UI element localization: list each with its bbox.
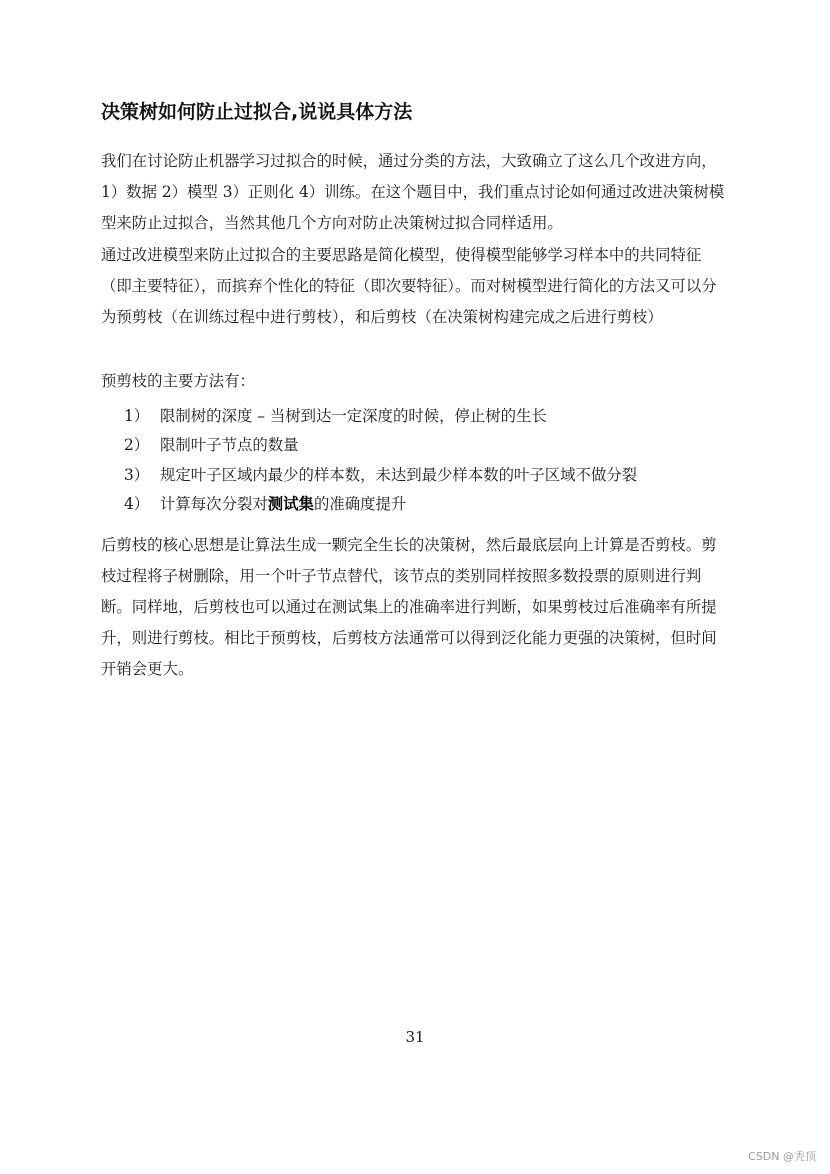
page-number: 31: [405, 1028, 425, 1046]
paragraph-postpruning: 后剪枝的核心思想是让算法生成一颗完全生长的决策树，然后最底层向上计算是否剪枝。剪枝过程将子树删除，用一个叶子节点替代，该节点的类别同样按照多数投票的原则进行判断。同样地，后剪枝也可以通过在测试集上的准确率进行判断，如果剪枝过后准确率有所提升，则进行剪枝。相比于预剪枝，后剪枝方法通常可以得到泛化能力更强的决策树，但时间开销会更大。: [101, 536, 717, 678]
list-item-number: 3）: [124, 465, 150, 484]
list-item-text: 限制叶子节点的数量: [160, 436, 299, 455]
list-item-text: 限制树的深度 – 当树到达一定深度的时候，停止树的生长: [160, 407, 547, 425]
csdn-watermark: CSDN @秃顶: [748, 1150, 816, 1163]
list-item-number: 4）: [124, 495, 150, 514]
paragraph-intro: 我们在讨论防止机器学习过拟合的时候，通过分类的方法，大致确立了这么几个改进方向，1）数据 2）模型 3）正则化 4）训练。在这个题目中，我们重点讨论如何通过改进决策树模型来防止过拟合，当然其他几个方向对防止决策树过拟合同样适用。: [101, 152, 725, 232]
paragraph-prepruning-intro: 预剪枝的主要方法有：: [101, 372, 255, 390]
paragraph-simplification: 通过改进模型来防止过拟合的主要思路是简化模型，使得模型能够学习样本中的共同特征（即主要特征），而摈弃个性化的特征（即次要特征）。而对树模型进行简化的方法又可以分为预剪枝（在训练过程中进行剪枝），和后剪枝（在决策树构建完成之后进行剪枝）: [101, 246, 717, 326]
list-item-number: 2）: [124, 436, 150, 455]
list-item-text-after: 的准确度提升: [313, 495, 407, 514]
section-heading: 决策树如何防止过拟合,说说具体方法: [101, 101, 413, 123]
list-item: [124, 490, 744, 519]
list-item-text-before: 计算每次分裂对: [160, 495, 268, 514]
list-item: [124, 461, 744, 490]
list-item-emphasis: 测试集: [267, 495, 314, 514]
list-item: [124, 431, 744, 460]
list-item: [124, 402, 744, 431]
list-item-number: 1）: [124, 407, 150, 425]
list-item-text: 规定叶子区域内最少的样本数，未达到最少样本数的叶子区域不做分裂: [160, 465, 638, 484]
prepruning-method-list: [124, 402, 744, 520]
